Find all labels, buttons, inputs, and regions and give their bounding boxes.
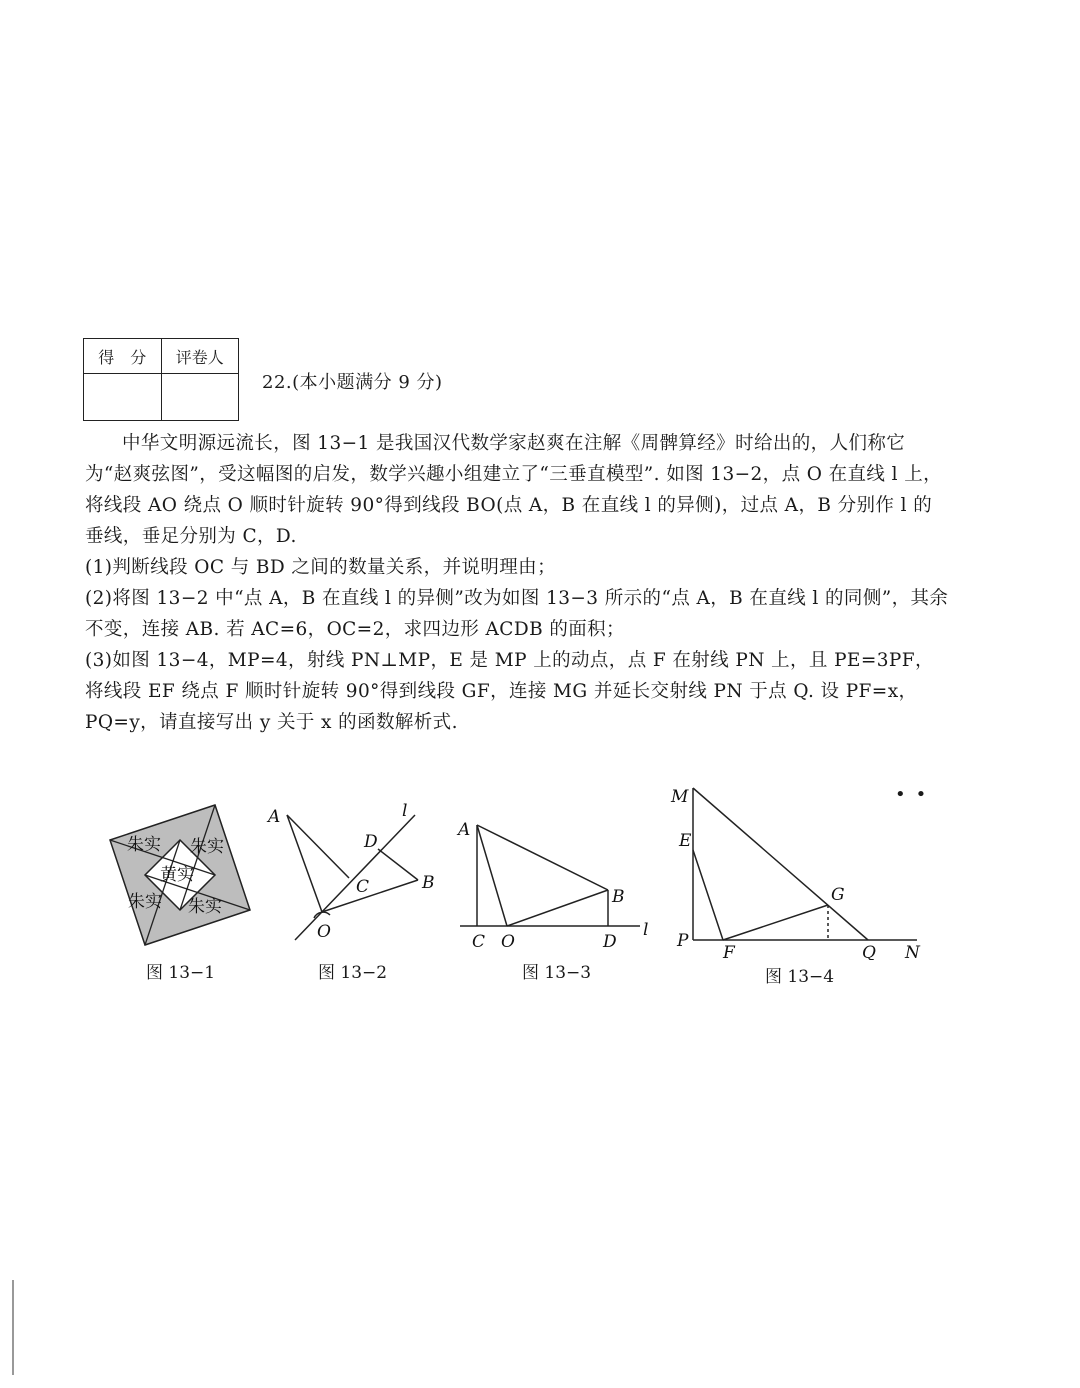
score-header: 得 分 — [84, 339, 162, 374]
label-l: l — [402, 801, 408, 821]
segment-AB — [477, 825, 608, 890]
label-E: E — [679, 831, 692, 851]
label-O: O — [501, 932, 515, 950]
label-A: A — [268, 807, 281, 827]
segment-AO — [287, 815, 322, 912]
segment-OB — [507, 890, 608, 926]
figure-13-1 — [105, 800, 255, 950]
zhao-shuang-diagram — [110, 805, 250, 945]
caption-13-3: 图 13−3 — [522, 963, 592, 983]
score-table — [83, 338, 239, 421]
segment-EF — [693, 850, 723, 940]
grader-header: 评卷人 — [161, 339, 239, 374]
label-A: A — [458, 820, 471, 840]
question-part-3: (3)如图 13−4，MP=4，射线 PN⊥MP，E 是 MP 上的动点，点 F 在射线 PN 上，且 PE=3PF，将线段 EF 绕点 F 顺时针旋转 90°得到线段 GF，连接 MG 并延长交射线 PN 于点 Q. 设 PF=x，PQ=y，请直接写出 y 关于 x 的函数解析式. — [85, 650, 934, 733]
figure-13-2 — [260, 800, 450, 950]
caption-13-2: 图 13−2 — [318, 963, 388, 983]
emphasis-dots: •• — [895, 784, 937, 805]
label-zhushi-3: 朱实 — [128, 892, 162, 912]
line-l — [295, 815, 415, 940]
label-M: M — [671, 787, 689, 807]
label-P: P — [677, 931, 689, 951]
figure-13-4 — [665, 780, 925, 960]
label-F: F — [723, 943, 735, 960]
segment-FG — [723, 905, 828, 940]
caption-13-4: 图 13−4 — [765, 967, 835, 987]
label-Q: Q — [862, 943, 876, 960]
question-title: 22.(本小题满分 9 分) — [262, 372, 443, 393]
grader-cell — [161, 374, 239, 421]
segment-AO — [477, 825, 507, 926]
label-O: O — [317, 922, 331, 942]
label-zhushi-4: 朱实 — [188, 897, 222, 917]
label-B: B — [422, 873, 435, 893]
label-G: G — [831, 885, 845, 905]
question-part-1: (1)判断线段 OC 与 BD 之间的数量关系，并说明理由； — [85, 557, 556, 578]
question-part-2: (2)将图 13−2 中“点 A，B 在直线 l 的异侧”改为如图 13−3 所示的“点 A，B 在直线 l 的同侧”，其余不变，连接 AB. 若 AC=6，OC=2，求四边形 ACDB 的面积； — [85, 588, 949, 640]
label-N: N — [905, 943, 920, 960]
caption-13-1: 图 13−1 — [146, 963, 216, 983]
label-huangshi: 黄实 — [160, 865, 194, 885]
label-C: C — [356, 877, 370, 897]
question-intro: 中华文明源远流长，图 13−1 是我国汉代数学家赵爽在注解《周髀算经》时给出的，人们称它为“赵爽弦图”，受这幅图的启发，数学兴趣小组建立了“三垂直模型”. 如图 13−2，点 O 在直线 l 上，将线段 AO 绕点 O 顺时针旋转 90°得到线段 BO(点 A，B 在直线 l 的异侧)，过点 A，B 分别作 l 的垂线，垂足分别为 C，D. — [85, 433, 942, 547]
label-D: D — [603, 932, 617, 950]
label-zhushi-2: 朱实 — [190, 837, 224, 857]
figure-13-3 — [455, 815, 660, 950]
label-zhushi-1: 朱实 — [127, 835, 161, 855]
segment-AC — [287, 815, 349, 878]
label-C: C — [472, 932, 486, 950]
scan-edge-mark — [12, 1280, 14, 1375]
label-B: B — [612, 887, 625, 907]
question-body — [85, 428, 950, 738]
score-cell — [84, 374, 162, 421]
segment-MQ — [693, 788, 868, 940]
label-D: D — [364, 832, 378, 852]
label-l: l — [643, 920, 649, 940]
segment-BD — [378, 849, 418, 880]
